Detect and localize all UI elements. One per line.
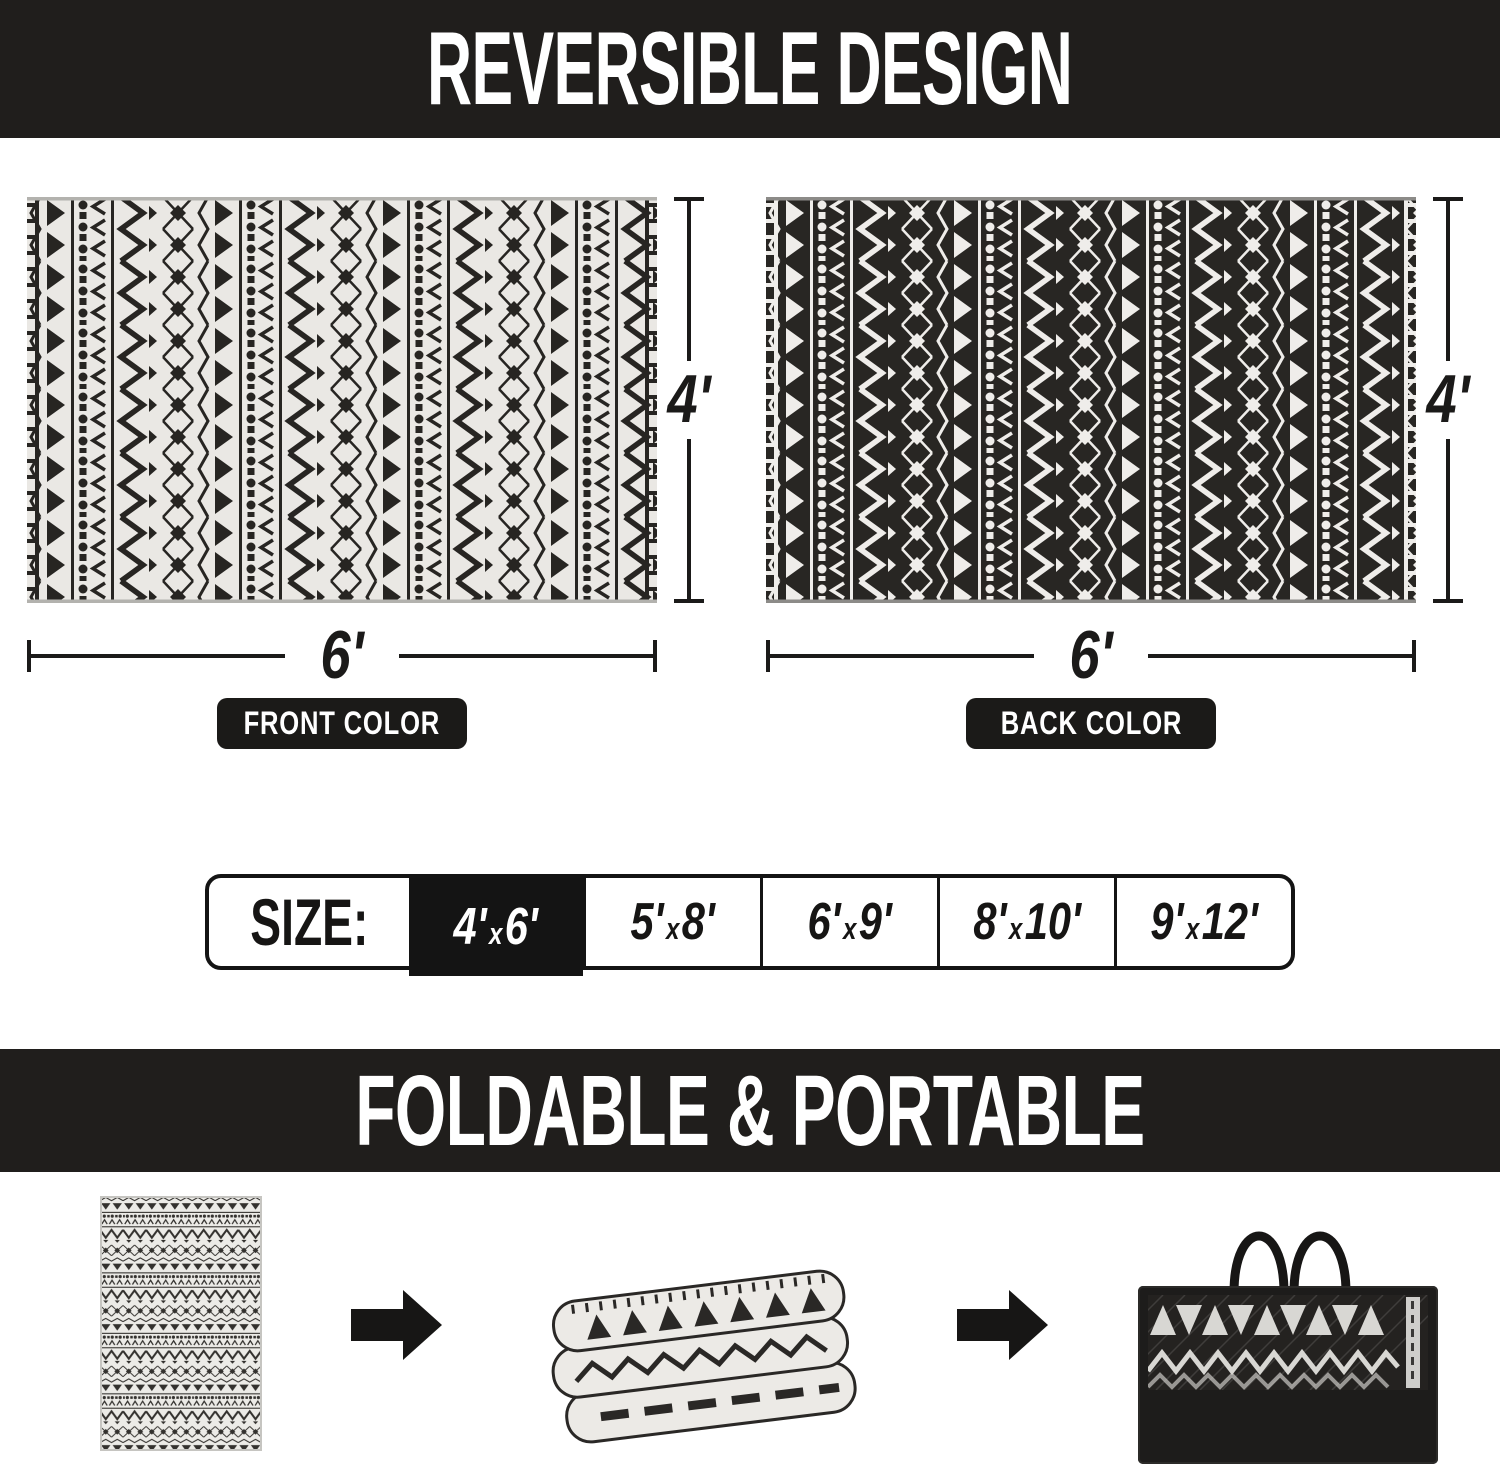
folded-rug-photo [532,1228,868,1448]
foldable-portable-title: FOLDABLE & PORTABLE [355,1054,1145,1167]
dimension-cap [1412,640,1416,672]
back-color-badge-label: BACK COLOR [1000,705,1182,742]
flat-rug-photo [100,1196,262,1451]
front-width-label: 6' [320,617,364,693]
dimension-line [687,439,691,599]
arrow-right-icon [351,1289,443,1361]
dimension-line [1446,201,1450,361]
back-width-dimension [766,617,1416,693]
dimension-cap [653,640,657,672]
size-heading: SIZE: [249,885,369,960]
bag-window [1148,1295,1428,1390]
size-option-5x8: 5'x8' [583,878,760,966]
dimension-cap [674,599,704,603]
foldable-flow-section [0,1172,1500,1484]
back-height-label: 4' [1426,361,1470,438]
back-height-dimension [1426,197,1470,603]
size-bar [205,874,1295,970]
carry-bag-photo [1138,1205,1438,1464]
front-color-badge [217,698,467,749]
reversible-design-banner [0,0,1500,138]
front-rug-photo [27,197,657,603]
dimension-line [770,654,1034,658]
front-height-dimension [667,197,711,603]
reversible-design-title: REVERSIBLE DESIGN [427,11,1073,127]
dimension-cap [1433,599,1463,603]
dimension-line [1148,654,1412,658]
front-color-badge-label: FRONT COLOR [243,705,441,742]
front-width-dimension [27,617,657,693]
bag-body [1138,1286,1438,1464]
foldable-portable-banner [0,1049,1500,1172]
size-option-9x12: 9'x12' [1114,878,1291,966]
back-color-badge [966,698,1216,749]
size-option-8x10: 8'x10' [937,878,1114,966]
back-rug-photo [766,197,1416,603]
arrow-right-icon [957,1289,1049,1361]
dimension-line [31,654,285,658]
dimension-line [1446,439,1450,599]
dimension-line [399,654,653,658]
rug-comparison-section [0,138,1500,749]
bag-handles [1188,1205,1388,1293]
front-rug-panel [27,197,711,749]
back-width-label: 6' [1069,617,1113,693]
size-option-4x6: 4'x6' [409,878,583,976]
dimension-line [687,201,691,361]
front-height-label: 4' [667,361,711,438]
size-option-6x9: 6'x9' [760,878,937,966]
back-rug-panel [766,197,1470,749]
